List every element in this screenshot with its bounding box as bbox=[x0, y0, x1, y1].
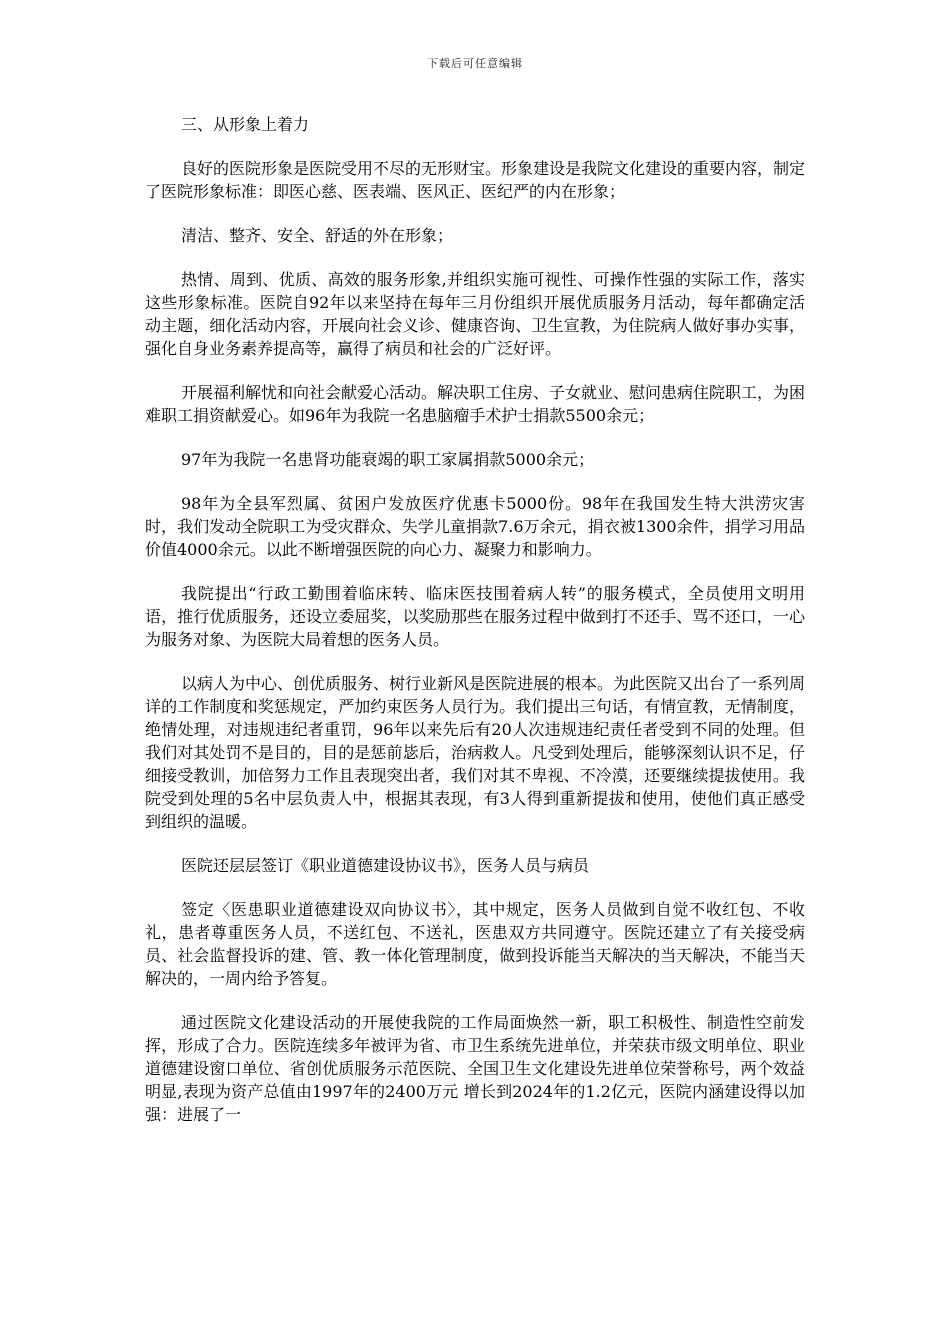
paragraph-service-image: 热情、周到、优质、高效的服务形象,并组织实施可视性、可操作性强的实际工作，落实这些形象标准。医院自92年以来坚持在每年三月份组织开展优质服务月活动，每年都确定活动主题，细化活动内容，开展向社会义诊、健康咨询、卫生宣教，为住院病人做好事办实事，强化自身业务素养提高等，赢得了病员和社会的广泛好评。 bbox=[145, 270, 805, 358]
paragraph-patient-centered: 以病人为中心、创优质服务、树行业新风是医院进展的根本。为此医院又出台了一系列周详的工作制度和奖惩规定，严加约束医务人员行为。我们提出三句话，有情宣教，无情制度，绝情处理，对违规违纪者重罚，96年以来先后有20人次违规违纪责任者受到不同的处理。但我们对其处罚不是目的，目的是惩前毖后，治病救人。凡受到处理后，能够深刻认识不足，仔细接受教训，加倍努力工作且表现突出者，我们对其不卑视、不冷漠，还要继续提拔使用。我院受到处理的5名中层负责人中，根据其表现，有3人得到重新提拔和使用，使他们真正感受到组织的温暖。 bbox=[145, 674, 806, 831]
section-heading: 三、从形象上着力 bbox=[181, 115, 310, 134]
paragraph-donation-98: 98年为全县军烈属、贫困户发放医疗优惠卡5000份。98年在我国发生特大洪涝灾害时，我们发动全院职工为受灾群众、失学儿童捐款7.6万余元，捐衣被1300余件，捐学习用品价值4000余元。以此不断增强医院的向心力、凝聚力和影响力。 bbox=[145, 494, 805, 559]
paragraph-ethics-agreement: 医院还层层签订《职业道德建设协议书》，医务人员与病员 bbox=[181, 856, 590, 875]
page-header-note: 下载后可任意编辑 bbox=[427, 57, 523, 70]
paragraph-image-intro: 良好的医院形象是医院受用不尽的无形财宝。形象建设是我院文化建设的重要内容，制定了医院形象标准：即医心慈、医表端、医风正、医纪严的内在形象； bbox=[145, 159, 806, 201]
paragraph-service-model: 我院提出“行政工勤围着临床转、临床医技围着病人转”的服务模式，全员使用文明用语，推行优质服务，还设立委屈奖，以奖励那些在服务过程中做到打不还手、骂不还口，一心为服务对象、为医院大局着想的医务人员。 bbox=[145, 584, 805, 649]
paragraph-mutual-agreement: 签定〈医患职业道德建设双向协议书〉，其中规定，医务人员做到自觉不收红包、不收礼，患者尊重医务人员，不送红包、不送礼，医患双方共同遵守。医院还建立了有关接受病员、社会监督投诉的建、管、教一体化管理制度，做到投诉能当天解决的当天解决，不能当天解决的，一周内给予答复。 bbox=[145, 900, 805, 988]
paragraph-donation-97: 97年为我院一名患肾功能衰竭的职工家属捐款5000余元； bbox=[181, 450, 595, 469]
paragraph-results: 通过医院文化建设活动的开展使我院的工作局面焕然一新，职工积极性、制造性空前发挥，形成了合力。医院连续多年被评为省、市卫生系统先进单位，并荣获市级文明单位、职业道德建设窗口单位、省创优质服务示范医院、全国卫生文化建设先进单位荣誉称号，两个效益明显,表现为资产总值由1997年的2400万元 增长到2024年的1.2亿元，医院内涵建设得以加强：进展了一 bbox=[145, 1013, 805, 1124]
paragraph-external-image: 清洁、整齐、安全、舒适的外在形象； bbox=[181, 226, 454, 245]
paragraph-welfare: 开展福利解忧和向社会献爱心活动。解决职工住房、子女就业、慰问患病住院职工，为困难职工捐资献爱心。如96年为我院一名患脑瘤手术护士捐款5500余元； bbox=[145, 383, 806, 425]
document-body bbox=[145, 113, 805, 1147]
